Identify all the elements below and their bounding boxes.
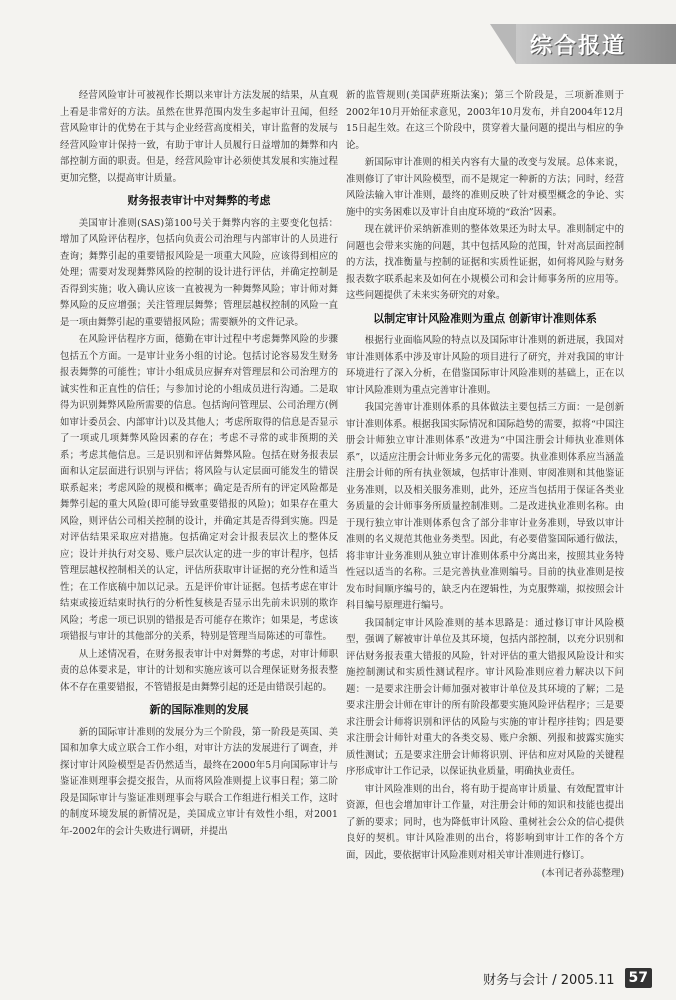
heading-international-standards: 新的国际准则的发展: [149, 703, 249, 716]
page-number: 57: [625, 968, 652, 988]
editor-signature: (本刊记者孙蕊整理): [541, 868, 624, 879]
paragraph: 根据行业面临风险的特点以及国际审计准则的新进展，我国对审计准则体系中涉及审计风险的项目进行了研究，并对我国的审计环境进行了深入分析，在借鉴国际审计风险准则的基础上，正在以审计风险准则为重点完善审计准则。: [346, 335, 624, 396]
right-column: [346, 88, 624, 884]
paragraph: 从上述情况看，在财务报表审计中对舞弊的考虑，对审计师职责的总体要求是，审计的计划和实施应该可以合理保证财务报表整体不存在重要错报，不管错报是由舞弊引起的还是由错误引起的。: [60, 648, 338, 693]
paragraph: 新的国际审计准则的发展分为三个阶段，第一阶段是英国、美国和加拿大成立联合工作小组，对审计方法的发展进行了调查，并探讨审计风险模型是否仍然适当，最终在2000年5月向国际审计与鉴证准则理事会提交报告，从而将风险准则提上议事日程；第二阶段是国际审计与鉴证准则理事会与联合工作组进行相关工作，这时的制度环境发展的新情况是，美国成立审计有效性小组，对2001年-2002年的会计失败进行调研，并提出: [60, 726, 338, 837]
left-column: [60, 88, 338, 841]
banner-corner-decoration: [490, 24, 516, 64]
paragraph: 现在就评价采纳新准则的整体效果还为时太早。准则制定中的问题也会带来实施的问题，其中包括风险的范围，针对高层面控制的方法，找准衡量与控制的证据和实质性证据，如何将风险与财务报表数字联系起来及如何在小规模公司和会计师事务所的应用等。这些问题提供了未来实务研究的对象。: [346, 224, 624, 301]
paragraph: 新国际审计准则的相关内容有大量的改变与发展。总体来说，准则修订了审计风险模型，而不是规定一种新的方法；同时，经营风险法输入审计准则，最终的准则反映了针对模型概念的争论、实施中的实务困难以及审计自由度环境的“政治”因素。: [346, 157, 624, 218]
page-footer: [483, 968, 652, 988]
paragraph: 新的监管规则(美国萨班斯法案)；第三个阶段是，三项新准则于2002年10月开始征求意见，2003年10月发布，并自2004年12月15日起生效。在这三个阶段中，贯穿着大量问题的提出与相应的争论。: [346, 90, 624, 151]
publication-info: 财务与会计 / 2005.11: [483, 972, 615, 988]
paragraph: 在风险评估程序方面，德勤在审计过程中考虑舞弊风险的步骤包括五个方面。一是审计业务小组的讨论。包括讨论容易发生财务报表舞弊的可能性；审计小组成员应摒弃对管理层和公司治理方的诚实性和正直性的信任；与参加讨论的小组成员进行沟通。二是取得为识别舞弊风险所需要的信息。包括询问管理层、公司治理方(例如审计委员会、内部审计)以及其他人；考虑所取得的信息是否显示了一项或几项舞弊风险因素的存在；考虑不寻常的或非预期的关系；考虑其他信息。三是识别和评估舞弊风险。包括在财务报表层面和认定层面进行识别与评估；将风险与认定层面可能发生的错误联系起来；考虑风险的规模和概率；确定是否所有的评定风险都是舞弊引起的重大风险(即可能导致重要错报的风险)；如果存在重大风险，则评估公司相关控制的设计，并确定其是否得到实施。四是对评估结果采取应对措施。包括确定对会计报表层次上的整体反应；设计并执行对交易、账户层次认定的进一步的审计程序，包括管理层越权控制相关的认定，评估所获取审计证据的充分性和适当性；在工作底稿中加以记录。五是评价审计证据。包括考虑在审计结束或接近结束时执行的分析性复核是否显示出先前未识别的欺诈风险；考虑一项已识别的错报是否可能存在欺诈；如果是，考虑该项错报与审计的其他部分的关系，特别是管理当局陈述的可靠性。: [60, 334, 338, 642]
paragraph: 审计风险准则的出台，将有助于提高审计质量、有效配置审计资源，但也会增加审计工作量，对注册会计师的知识和技能也提出了新的要求；同时，也为降低审计风险、重树社会公众的信心提供良好的契机。审计风险准则的出台，将影响到审计工作的各个方面，因此，要依据审计风险准则对相关审计准则进行修订。: [346, 783, 624, 861]
section-banner: [516, 24, 676, 64]
heading-fraud-consideration: 财务报表审计中对舞弊的考虑: [127, 194, 271, 207]
heading-risk-standards: 以制定审计风险准则为重点 创新审计准则体系: [373, 311, 597, 325]
paragraph: 美国审计准则(SAS)第100号关于舞弊内容的主要变化包括：增加了风险评估程序，包括向负责公司治理与内部审计的人员进行查询；舞弊引起的重要错报风险是一项重大风险，应该得到相应的处理；需要对发现舞弊风险的控制的设计进行评估，并确定控制是否得到实施；收入确认应该一直被视为一种舞弊风险；审计师对舞弊风险的反应增强；关注管理层舞弊；管理层越权控制的风险一直是一项由舞弊引起的重要错报风险；需要额外的文件记录。: [60, 217, 338, 328]
paragraph: 我国制定审计风险准则的基本思路是：通过修订审计风险模型，强调了解被审计单位及其环境，包括内部控制，以充分识别和评估财务报表重大错报的风险，针对评估的重大错报风险设计和实施控制测试和实质性测试程序。审计风险准则应着力解决以下问题：一是要求注册会计师加强对被审计单位及其环境的了解；二是要求注册会计师在审计的所有阶段都要实施风险评估程序；三是要求注册会计师将识别和评估的风险与实施的审计程序挂钩；四是要求注册会计师针对重大的各类交易、账户余额、列报和披露实施实质性测试；五是要求注册会计师将识别、评估和应对风险的关键程序形成审计工作记录，以保证执业质量，明确执业责任。: [346, 617, 624, 777]
intro-paragraph: 经营风险审计可被视作长期以来审计方法发展的结果，从直观上看是非常好的方法。虽然在世界范围内发生多起审计丑闻，但经营风险审计的优势在于其与企业经营高度相关，审计监督的发展与经营风险审计保持一致，有助于审计人员履行日益增加的舞弊和内部控制方面的职责。但是，经营风险审计必须使其发展和实施过程更加完整，以提高审计质量。: [60, 90, 338, 184]
paragraph: 我国完善审计准则体系的具体做法主要包括三方面：一是创新审计准则体系。根据我国实际情况和国际趋势的需要，拟将“中国注册会计师独立审计准则体系”改进为“中国注册会计师执业准则体系”，以适应注册会计师业务多元化的需要。执业准则体系应当涵盖注册会计师的所有执业领域，包括审计准则、审阅准则和其他鉴证业务准则，以及相关服务准则，此外，还应当包括用于保证各类业务质量的会计师事务所质量控制准则。二是改进执业准则名称。由于现行独立审计准则体系包含了部分非审计业务准则，导致以审计准则的名义规范其他业务类型。因此，有必要借鉴国际通行做法，将非审计业务准则从独立审计准则体系中分离出来，按照其业务特性冠以适当的名称。三是完善执业准则编号。目前的执业准则是按发布时间顺序编号的，缺乏内在逻辑性，为克服弊端，拟按照会计科目编号原理进行编号。: [346, 402, 624, 611]
section-title: 综合报道: [530, 33, 627, 59]
